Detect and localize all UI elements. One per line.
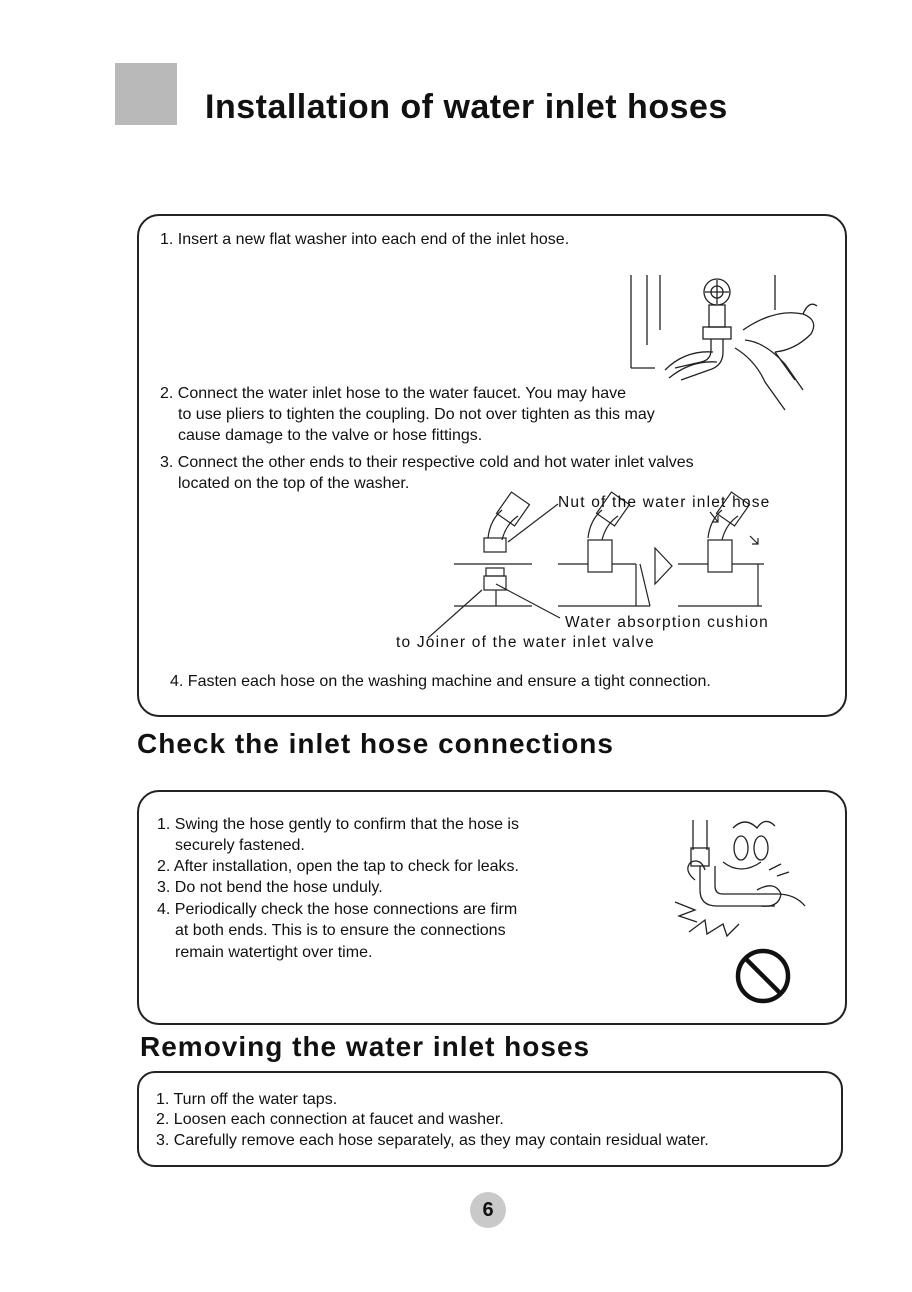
label-joiner: to Joiner of the water inlet valve — [396, 634, 655, 651]
check-line-7: remain watertight over time. — [175, 944, 373, 961]
install-step-4: 4. Fasten each hose on the washing machine and ensure a tight connection. — [170, 673, 711, 690]
remove-line-2: 2. Loosen each connection at faucet and washer. — [156, 1111, 504, 1128]
section-marker — [115, 63, 177, 125]
install-step-3-line-1: 3. Connect the other ends to their respective cold and hot water inlet valves — [160, 454, 694, 471]
page-title: Installation of water inlet hoses — [205, 88, 728, 126]
install-step-3-line-2: located on the top of the washer. — [178, 475, 410, 492]
check-line-3: 2. After installation, open the tap to check for leaks. — [157, 858, 519, 875]
check-line-4: 3. Do not bend the hose unduly. — [157, 879, 383, 896]
remove-line-3: 3. Carefully remove each hose separately, as they may contain residual water. — [156, 1132, 709, 1149]
label-absorption-cushion: Water absorption cushion — [565, 614, 769, 631]
install-step-2-line-2: to use pliers to tighten the coupling. Do not over tighten as this may — [178, 406, 655, 423]
install-step-1: 1. Insert a new flat washer into each end of the inlet hose. — [160, 231, 570, 248]
bent-hose-cartoon-illustration — [665, 810, 815, 960]
faucet-pliers-illustration — [625, 270, 825, 420]
label-nut-of-hose: Nut of the water inlet hose — [558, 494, 771, 511]
install-step-2-line-3: cause damage to the valve or hose fittings. — [178, 427, 483, 444]
check-line-6: at both ends. This is to ensure the connections — [175, 922, 506, 939]
remove-heading: Removing the water inlet hoses — [140, 1031, 591, 1062]
check-line-2: securely fastened. — [175, 837, 305, 854]
check-line-1: 1. Swing the hose gently to confirm that the hose is — [157, 816, 519, 833]
check-line-5: 4. Periodically check the hose connections are firm — [157, 901, 518, 918]
page-number: 6 — [470, 1192, 506, 1228]
prohibited-icon — [733, 946, 793, 1006]
install-step-2-line-1: 2. Connect the water inlet hose to the water faucet. You may have — [160, 385, 627, 402]
check-heading: Check the inlet hose connections — [137, 728, 614, 759]
remove-line-1: 1. Turn off the water taps. — [156, 1091, 338, 1108]
